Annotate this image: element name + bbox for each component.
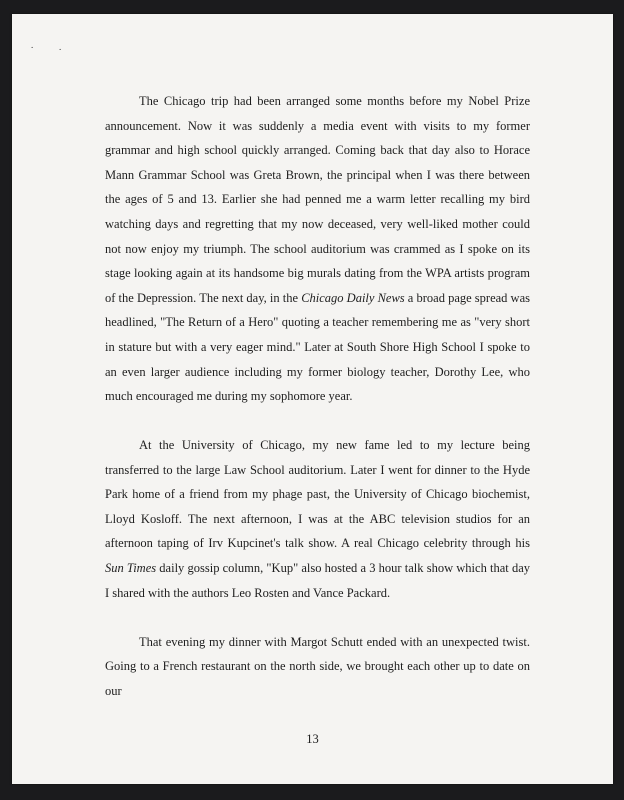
document-page [12, 14, 613, 784]
paragraph-text: At the University of Chicago, my new fame led to my lecture being transferred to the large Law School auditorium. Later I went for dinner to the Hyde Park home of a friend from my phage past, the University of Chicago biochemist, Lloyd Kosloff. The next afternoon, I was at the ABC television studios for an afternoon taping of Irv Kupcinet's talk show. A real Chicago celebrity through his [105, 438, 530, 551]
paragraph-3 [105, 630, 530, 704]
page-body-text [105, 89, 530, 728]
newspaper-title: Chicago Daily News [301, 290, 405, 305]
paragraph-2 [105, 433, 530, 605]
page-number: 13 [306, 732, 319, 746]
paragraph-text: The Chicago trip had been arranged some months before my Nobel Prize announcement. Now it was suddenly a media event with visits to my former grammar and high school quickly arranged. Coming back that day also to Horace Mann Grammar School was Greta Brown, the principal when I was there between the ages of 5 and 13. Earlier she had penned me a warm letter recalling my bird watching days and regretting that my now deceased, very well-liked mother could not now enjoy my triumph. The school auditorium was crammed as I spoke on its stage looking again at its handsome big murals dating from the WPA artists program of the Depression. The next day, in the [105, 94, 530, 305]
speck-mark: . [31, 40, 34, 50]
newspaper-title: Sun Times [105, 561, 157, 576]
paragraph-text: daily gossip column, "Kup" also hosted a 3 hour talk show which that day I shared with the authors Leo Rosten and Vance Packard. [105, 561, 530, 600]
paragraph-text: a broad page spread was headlined, "The Return of a Hero" quoting a teacher remembering me as "very short in stature but with a very eager mind." Later at South Shore High School I spoke to an even larger audience including my former biology teacher, Dorothy Lee, who much encouraged me during my sophomore year. [105, 290, 530, 404]
paragraph-text: That evening my dinner with Margot Schutt ended with an unexpected twist. Going to a French restaurant on the north side, we brought each other up to date on our [105, 634, 530, 698]
speck-mark: . [59, 42, 62, 52]
paragraph-1 [105, 89, 530, 409]
